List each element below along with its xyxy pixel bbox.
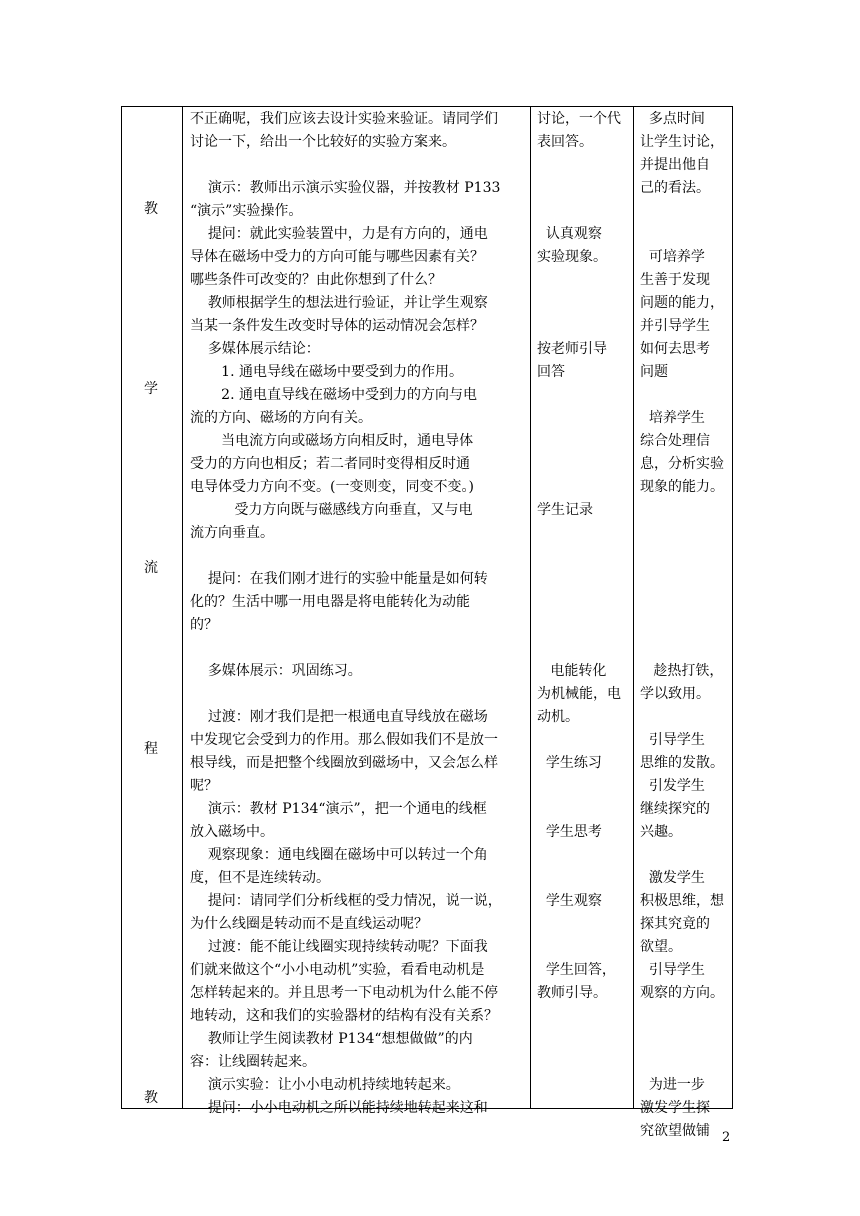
intent-text-line: 趁热打铁， bbox=[640, 663, 724, 679]
teaching-text-line: 为什么线圈是转动而不是直线运动呢？ bbox=[190, 916, 428, 932]
intent-text-line: 探其究竟的 bbox=[640, 916, 710, 932]
student-text-line bbox=[537, 476, 632, 499]
teaching-text-line: 呢？ bbox=[190, 778, 218, 794]
table-right-border bbox=[732, 106, 733, 1109]
side-label-xue: 学 bbox=[144, 381, 158, 397]
teaching-text-line: 2. 通电直导线在磁场中受到力的方向与电 bbox=[190, 387, 477, 403]
teaching-text-line: 演示实验：让小小电动机持续地转起来。 bbox=[190, 1077, 460, 1093]
intent-text-line: 为进一步 bbox=[640, 1077, 705, 1093]
intent-text-line bbox=[640, 1051, 732, 1074]
teaching-text-line: 地转动，这和我们的实验器材的结构有没有关系？ bbox=[190, 1008, 498, 1024]
intent-text-line: 兴趣。 bbox=[640, 824, 682, 840]
intent-text-line: 让学生讨论， bbox=[640, 134, 724, 150]
intent-text-line: 思维的发散。 bbox=[640, 755, 724, 771]
student-text-line bbox=[537, 913, 632, 936]
intent-text-line: 引发学生 bbox=[640, 778, 705, 794]
intent-text-line: 多点时间 bbox=[640, 111, 705, 127]
teaching-text-line: 提问：在我们刚才进行的实验中能量是如何转 bbox=[190, 571, 488, 587]
teaching-text-line: 多媒体展示结论： bbox=[190, 341, 320, 357]
design-intent-column bbox=[640, 108, 732, 1139]
student-text-line: 教师引导。 bbox=[537, 985, 607, 1001]
teaching-text-line bbox=[190, 154, 530, 177]
student-text-line: 学生记录 bbox=[537, 502, 593, 518]
intent-text-line: 问题 bbox=[640, 364, 668, 380]
student-text-line bbox=[537, 154, 632, 177]
teaching-text-line: 演示：教材 P134“演示”，把一个通电的线框 bbox=[190, 801, 487, 817]
student-text-line bbox=[537, 591, 632, 614]
intent-text-line: 可培养学 bbox=[640, 249, 705, 265]
column-divider-3 bbox=[633, 106, 634, 1109]
student-text-line bbox=[537, 545, 632, 568]
intent-text-line: 问题的能力， bbox=[640, 295, 724, 311]
teaching-text-line: 们就来做这个“小小电动机”实验，看看电动机是 bbox=[190, 962, 485, 978]
student-text-line bbox=[537, 637, 632, 660]
teaching-text-line: 过渡：刚才我们是把一根通电直导线放在磁场 bbox=[190, 709, 488, 725]
intent-text-line: 激发学生 bbox=[640, 870, 705, 886]
teaching-text-line: 教师根据学生的想法进行验证，并让学生观察 bbox=[190, 295, 488, 311]
intent-text-line bbox=[640, 499, 732, 522]
intent-text-line: 激发学生探 bbox=[640, 1100, 710, 1116]
teaching-text-line: 受力的方向也相反；若二者同时变得相反时通 bbox=[190, 456, 470, 472]
column-divider-2 bbox=[530, 106, 531, 1109]
teaching-text-line: 1. 通电导线在磁场中要受到力的作用。 bbox=[190, 364, 463, 380]
student-text-line bbox=[537, 430, 632, 453]
student-text-line: 认真观察 bbox=[537, 226, 602, 242]
intent-text-line: 息，分析实验 bbox=[640, 456, 724, 472]
teaching-text-line: 导体在磁场中受力的方向可能与哪些因素有关？ bbox=[190, 249, 484, 265]
intent-text-line bbox=[640, 614, 732, 637]
intent-text-line: 积极思维，想 bbox=[640, 893, 724, 909]
intent-text-line: 观察的方向。 bbox=[640, 985, 724, 1001]
student-text-line bbox=[537, 614, 632, 637]
intent-text-line: 生善于发现 bbox=[640, 272, 710, 288]
intent-text-line: 现象的能力。 bbox=[640, 479, 724, 495]
intent-text-line bbox=[640, 1028, 732, 1051]
teaching-text-line: 当某一条件发生改变时导体的运动情况会怎样？ bbox=[190, 318, 484, 334]
student-text-line bbox=[537, 936, 632, 959]
teaching-text-line: 电导体受力方向不变。(一变则变，同变不变。) bbox=[190, 479, 474, 495]
intent-text-line: 综合处理信 bbox=[640, 433, 710, 449]
teaching-text-line: 教师让学生阅读教材 P134“想想做做”的内 bbox=[190, 1031, 473, 1047]
teaching-text-line: 多媒体展示：巩固练习。 bbox=[190, 663, 362, 679]
student-text-line: 回答 bbox=[537, 364, 565, 380]
intent-text-line: 究欲望做铺 bbox=[640, 1123, 710, 1139]
page-number: 2 bbox=[722, 1130, 731, 1145]
teaching-text-line: 演示：教师出示演示实验仪器，并按教材 P133 bbox=[190, 180, 501, 196]
intent-text-line: 继续探究的 bbox=[640, 801, 710, 817]
student-text-line bbox=[537, 315, 632, 338]
student-text-line bbox=[537, 177, 632, 200]
teaching-text-line: 哪些条件可改变的？由此你想到了什么？ bbox=[190, 272, 442, 288]
student-text-line bbox=[537, 522, 632, 545]
teaching-text-line: 容：让线圈转起来。 bbox=[190, 1054, 316, 1070]
teaching-text-line: 当电流方向或磁场方向相反时，通电导体 bbox=[190, 433, 474, 449]
teaching-activity-column bbox=[190, 108, 530, 1116]
teaching-text-line: 不正确呢，我们应该去设计实验来验证。请同学们 bbox=[190, 111, 498, 127]
teaching-text-line: 受力方向既与磁感线方向垂直，又与电 bbox=[190, 502, 473, 518]
intent-text-line bbox=[640, 637, 732, 660]
intent-text-line bbox=[640, 1005, 732, 1028]
intent-text-line: 欲望。 bbox=[640, 939, 682, 955]
teaching-text-line: 流的方向、磁场的方向有关。 bbox=[190, 410, 372, 426]
teaching-text-line bbox=[190, 545, 530, 568]
table-top-border bbox=[121, 106, 733, 107]
teaching-text-line: 提问：小小电动机之所以能持续地转起来这和 bbox=[190, 1100, 488, 1116]
student-text-line: 动机。 bbox=[537, 709, 579, 725]
student-text-line: 学生思考 bbox=[537, 824, 602, 840]
student-text-line: 表回答。 bbox=[537, 134, 593, 150]
student-text-line bbox=[537, 568, 632, 591]
intent-text-line bbox=[640, 223, 732, 246]
student-activity-column bbox=[537, 108, 632, 1106]
column-divider-1 bbox=[182, 106, 183, 1109]
student-text-line bbox=[537, 844, 632, 867]
intent-text-line: 如何去思考 bbox=[640, 341, 710, 357]
intent-text-line: 并引导学生 bbox=[640, 318, 710, 334]
intent-text-line: 学以致用。 bbox=[640, 686, 710, 702]
intent-text-line: 引导学生 bbox=[640, 732, 705, 748]
student-text-line: 讨论，一个代 bbox=[537, 111, 621, 127]
teaching-text-line: 提问：就此实验装置中，力是有方向的，通电 bbox=[190, 226, 488, 242]
intent-text-line bbox=[640, 591, 732, 614]
student-text-line bbox=[537, 798, 632, 821]
intent-text-line: 并提出他自 bbox=[640, 157, 710, 173]
side-label-cheng: 程 bbox=[144, 741, 158, 757]
intent-text-line: 引导学生 bbox=[640, 962, 705, 978]
teaching-text-line: 过渡：能不能让线圈实现持续转动呢？下面我 bbox=[190, 939, 488, 955]
student-text-line bbox=[537, 269, 632, 292]
teaching-text-line: 讨论一下，给出一个比较好的实验方案来。 bbox=[190, 134, 456, 150]
teaching-text-line bbox=[190, 683, 530, 706]
student-text-line bbox=[537, 292, 632, 315]
student-text-line bbox=[537, 775, 632, 798]
intent-text-line bbox=[640, 844, 732, 867]
intent-text-line bbox=[640, 568, 732, 591]
student-text-line bbox=[537, 384, 632, 407]
teaching-text-line: 化的？生活中哪一用电器是将电能转化为动能 bbox=[190, 594, 470, 610]
student-text-line: 学生练习 bbox=[537, 755, 602, 771]
intent-text-line bbox=[640, 545, 732, 568]
intent-text-line: 己的看法。 bbox=[640, 180, 710, 196]
student-text-line: 实验现象。 bbox=[537, 249, 607, 265]
intent-text-line bbox=[640, 522, 732, 545]
table-left-border bbox=[121, 106, 122, 1109]
teaching-text-line: 提问：请同学们分析线框的受力情况，说一说， bbox=[190, 893, 502, 909]
side-label-jiao-2: 教 bbox=[144, 1090, 158, 1106]
intent-text-line bbox=[640, 706, 732, 729]
student-text-line: 电能转化 bbox=[537, 663, 607, 679]
teaching-text-line: 度，但不是连续转动。 bbox=[190, 870, 330, 886]
teaching-text-line: 放入磁场中。 bbox=[190, 824, 274, 840]
teaching-text-line: 根导线，而是把整个线圈放到磁场中，又会怎么样 bbox=[190, 755, 498, 771]
student-text-line: 学生观察 bbox=[537, 893, 602, 909]
student-text-line bbox=[537, 729, 632, 752]
intent-text-line bbox=[640, 384, 732, 407]
student-text-line bbox=[537, 407, 632, 430]
teaching-text-line bbox=[190, 637, 530, 660]
teaching-text-line: 的？ bbox=[190, 617, 218, 633]
teaching-text-line: 观察现象：通电线圈在磁场中可以转过一个角 bbox=[190, 847, 488, 863]
teaching-text-line: 中发现它会受到力的作用。那么假如我们不是放一 bbox=[190, 732, 498, 748]
teaching-text-line: 怎样转起来的。并且思考一下电动机为什么能不停 bbox=[190, 985, 498, 1001]
student-text-line: 为机械能，电 bbox=[537, 686, 621, 702]
student-text-line bbox=[537, 867, 632, 890]
intent-text-line: 培养学生 bbox=[640, 410, 705, 426]
side-label-jiao: 教 bbox=[144, 201, 158, 217]
teaching-text-line: “演示”实验操作。 bbox=[190, 203, 303, 219]
intent-text-line bbox=[640, 200, 732, 223]
student-text-line: 学生回答， bbox=[537, 962, 616, 978]
student-text-line bbox=[537, 453, 632, 476]
student-text-line: 按老师引导 bbox=[537, 341, 607, 357]
teaching-text-line: 流方向垂直。 bbox=[190, 525, 274, 541]
side-label-liu: 流 bbox=[144, 560, 158, 576]
student-text-line bbox=[537, 200, 632, 223]
